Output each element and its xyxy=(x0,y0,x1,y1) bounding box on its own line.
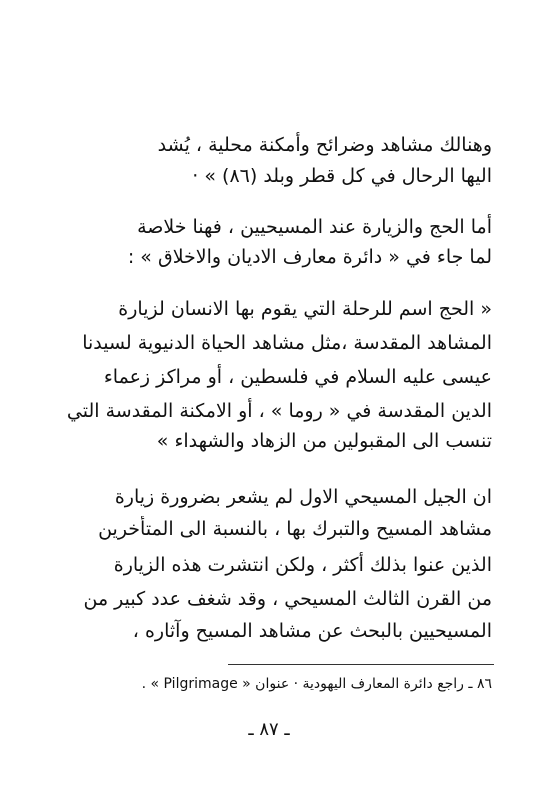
text-line: اليها الرحال في كل قطر وبلد (٨٦) » · xyxy=(192,165,492,187)
text-line: لما جاء في « دائرة معارف الاديان والاخلاق » : xyxy=(127,246,492,268)
text-line: من القرن الثالث المسيحي ، وقد شغف عدد كبير من xyxy=(83,588,492,610)
text-line: الدين المقدسة في « روما » ، أو الامكنة المقدسة التي xyxy=(66,400,492,422)
footnote-divider xyxy=(228,664,494,665)
page-number: ـ ٨٧ ـ xyxy=(248,719,290,740)
text-line: تنسب الى المقبولين من الزهاد والشهداء » xyxy=(156,430,492,452)
text-line: « الحج اسم للرحلة التي يقوم بها الانسان لزيارة xyxy=(118,298,492,320)
text-line: وهنالك مشاهد وضرائح وأمكنة محلية ، يُشد xyxy=(157,134,492,156)
text-line: ان الجيل المسيحي الاول لم يشعر بضرورة زيارة xyxy=(114,486,492,508)
text-line: عيسى عليه السلام في فلسطين ، أو مراكز زعماء xyxy=(103,366,492,388)
footnote: ٨٦ ـ راجع دائرة المعارف اليهودية · عنوان « Pilgrimage » . xyxy=(141,676,492,692)
text-line: المشاهد المقدسة ،مثل مشاهد الحياة الدنيوية لسيدنا xyxy=(82,332,492,354)
text-line: مشاهد المسيح والتبرك بها ، بالنسبة الى المتأخرين xyxy=(98,518,492,540)
text-line: أما الحج والزيارة عند المسيحيين ، فهنا خلاصة xyxy=(137,216,492,238)
text-line: المسيحيين بالبحث عن مشاهد المسيح وآثاره ، xyxy=(132,620,492,642)
text-line: الذين عنوا بذلك أكثر ، ولكن انتشرت هذه الزيارة xyxy=(113,554,492,576)
